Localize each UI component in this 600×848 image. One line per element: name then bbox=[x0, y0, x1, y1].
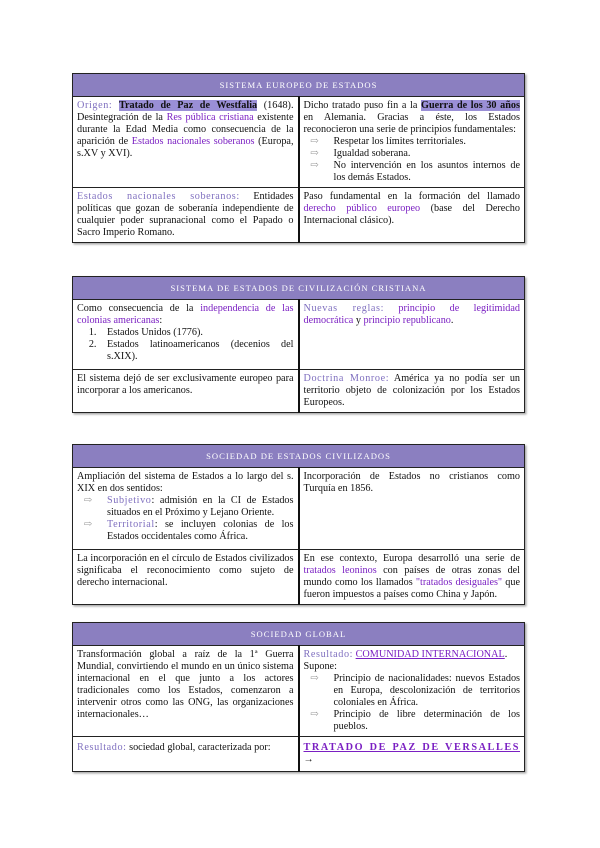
list-item bbox=[310, 160, 521, 184]
cell-estados-nacionales bbox=[73, 188, 299, 243]
arrow-bullet-icon: ⇨ bbox=[310, 136, 319, 148]
cell-tratado bbox=[299, 97, 525, 188]
keyword: Res pública cristiana bbox=[166, 112, 254, 124]
numbered-list bbox=[77, 327, 294, 363]
table-title: SISTEMA DE ESTADOS DE CIVILIZACIÓN CRISTIANA bbox=[73, 277, 525, 300]
cell-label: Estados nacionales soberanos: bbox=[77, 191, 240, 203]
list-item-text: : se incluyen colonias de los Estados occidentales como África. bbox=[107, 519, 294, 543]
text: : bbox=[159, 315, 163, 327]
cell-nuevas-reglas bbox=[299, 300, 525, 370]
text: y bbox=[353, 315, 364, 327]
arrow-bullet-icon: ⇨ bbox=[83, 495, 93, 507]
text: Como consecuencia de la bbox=[77, 303, 201, 314]
item-label: Subjetivo bbox=[107, 495, 152, 507]
table-estados-civilizados bbox=[72, 444, 525, 605]
text: La incorporación en el círculo de Estados civilizados significaba el reconocimiento como sujeto de derecho internacional. bbox=[77, 553, 294, 589]
text: Entidades políticas que gozan de soberanía independiente de cualquier poder supranacional como el Papado o Sacro Imperio Romano. bbox=[77, 191, 294, 239]
keyword-versalles: TRATADO DE PAZ DE VERSALLES bbox=[303, 742, 521, 754]
text: (base del Derecho Internacional clásico). bbox=[303, 203, 520, 227]
principles-list bbox=[304, 673, 521, 733]
text: con países de otras zonas del mundo como los llamados bbox=[303, 565, 521, 589]
table-civilizacion-cristiana bbox=[72, 276, 525, 413]
cell-label: Resultado: bbox=[77, 742, 127, 754]
text: América ya no podía ser un territorio objeto de colonización por los Estados Europeos. bbox=[303, 373, 521, 409]
list-item-text: : admisión en la CI de Estados situados en el Próximo y Lejano Oriente. bbox=[107, 495, 294, 519]
text: . bbox=[504, 649, 508, 660]
cell-ampliacion bbox=[73, 468, 299, 550]
arrow-bullet-icon: ⇨ bbox=[310, 160, 319, 172]
list-item: 1. Estados Unidos (1776). bbox=[99, 327, 294, 339]
keyword: principio de legitimidad democrática bbox=[303, 303, 521, 327]
text: existente durante la Edad Media como consecuencia de la aparición de bbox=[77, 112, 294, 148]
cell-derecho-publico bbox=[299, 188, 525, 243]
keyword: Estados nacionales soberanos bbox=[131, 136, 255, 148]
list-item-text: Respetar los límites territoriales. bbox=[333, 136, 466, 148]
cell-reconocimiento bbox=[73, 550, 299, 605]
list-item bbox=[310, 709, 521, 733]
table-title: SOCIEDAD GLOBAL bbox=[73, 623, 525, 646]
cell-label: Resultado: bbox=[303, 649, 354, 660]
cell-turquia bbox=[299, 468, 525, 550]
text: Incorporación de Estados no cristianos como Turquía en 1856. bbox=[303, 471, 521, 495]
text: Transformación global a raíz de la 1ª Guerra Mundial, convirtiendo el mundo en un único sistema internacional en el que junto a los actores tradicionales como los Estados, comenzaron a intervenir otros como las ONG, las organizaciones internacionales… bbox=[77, 649, 294, 721]
list-item-text: Principio de libre determinación de los pueblos. bbox=[333, 709, 521, 733]
keyword: tratados leoninos bbox=[303, 565, 377, 577]
arrow-bullet-icon: ⇨ bbox=[310, 673, 319, 685]
keyword: derecho público europeo bbox=[303, 203, 421, 215]
text: Ampliación del sistema de Estados a lo largo del s. XIX en dos sentidos: bbox=[77, 471, 294, 495]
text: sociedad global, caracterizada por: bbox=[126, 742, 271, 754]
cell-independencia bbox=[73, 300, 299, 370]
table-sociedad-global bbox=[72, 622, 525, 772]
item-label: Territorial bbox=[107, 519, 155, 531]
cell-label: Origen: bbox=[77, 100, 113, 111]
list-item bbox=[310, 673, 521, 709]
text: (Europa, s.XV y XVI). bbox=[77, 136, 294, 160]
text: El sistema dejó de ser exclusivamente europeo para incorporar a los americanos. bbox=[77, 373, 294, 397]
cell-label: Nuevas reglas: bbox=[303, 303, 385, 314]
keyword: principio republicano bbox=[363, 315, 451, 327]
table-title: SISTEMA EUROPEO DE ESTADOS bbox=[73, 74, 525, 97]
keyword: independencia de las colonias americanas bbox=[77, 303, 294, 327]
text: (1648). Desintegración de la bbox=[77, 100, 294, 124]
table-title: SOCIEDAD DE ESTADOS CIVILIZADOS bbox=[73, 445, 525, 468]
list-item bbox=[310, 148, 521, 160]
cell-doctrina-monroe bbox=[299, 370, 525, 413]
keyword: "tratados desiguales" bbox=[415, 577, 503, 589]
principles-list bbox=[304, 136, 521, 184]
senses-list bbox=[77, 495, 294, 543]
text: que fueron impuestos a países como China y Japón. bbox=[303, 577, 520, 601]
text: Supone: bbox=[303, 661, 337, 673]
text: Dicho tratado puso fin a la bbox=[303, 100, 422, 111]
text: . bbox=[450, 315, 454, 327]
text: Paso fundamental en la formación del llamado bbox=[303, 191, 520, 203]
list-item-text: Igualdad soberana. bbox=[333, 148, 411, 160]
cell-label: Doctrina Monroe: bbox=[303, 373, 390, 385]
cell-resultado-global bbox=[73, 737, 299, 772]
arrow-bullet-icon: ⇨ bbox=[310, 709, 319, 721]
list-item: 2. Estados latinoamericanos (decenios del s.XIX). bbox=[99, 339, 294, 363]
list-item-text: Principio de nacionalidades: nuevos Estados en Europa, descolonización de territorios coloniales en África. bbox=[333, 673, 521, 709]
arrow-bullet-icon: ⇨ bbox=[83, 519, 93, 531]
keyword-comunidad: COMUNIDAD INTERNACIONAL bbox=[355, 649, 505, 660]
cell-sistema-americanos bbox=[73, 370, 299, 413]
cell-tratados-leoninos bbox=[299, 550, 525, 605]
cell-transformacion bbox=[73, 646, 299, 737]
cell-versalles bbox=[299, 737, 525, 772]
highlight-guerra: Guerra de los 30 años bbox=[421, 100, 520, 111]
list-item bbox=[310, 136, 521, 148]
list-item bbox=[83, 495, 294, 519]
highlight-westfalia: Tratado de Paz de Westfalia bbox=[118, 100, 258, 111]
text: en Alemania. Gracias a éste, los Estados reconocieron una serie de principios fundamentales: bbox=[303, 112, 520, 136]
table-sistema-europeo bbox=[72, 73, 525, 243]
cell-comunidad-internacional bbox=[299, 646, 525, 737]
cell-origen bbox=[73, 97, 299, 188]
text: En ese contexto, Europa desarrolló una serie de bbox=[303, 553, 521, 565]
arrow-right-icon: → bbox=[303, 754, 314, 766]
list-item-text: No intervención en los asuntos internos de los demás Estados. bbox=[333, 160, 520, 184]
list-item bbox=[83, 519, 294, 543]
arrow-bullet-icon: ⇨ bbox=[310, 148, 319, 160]
